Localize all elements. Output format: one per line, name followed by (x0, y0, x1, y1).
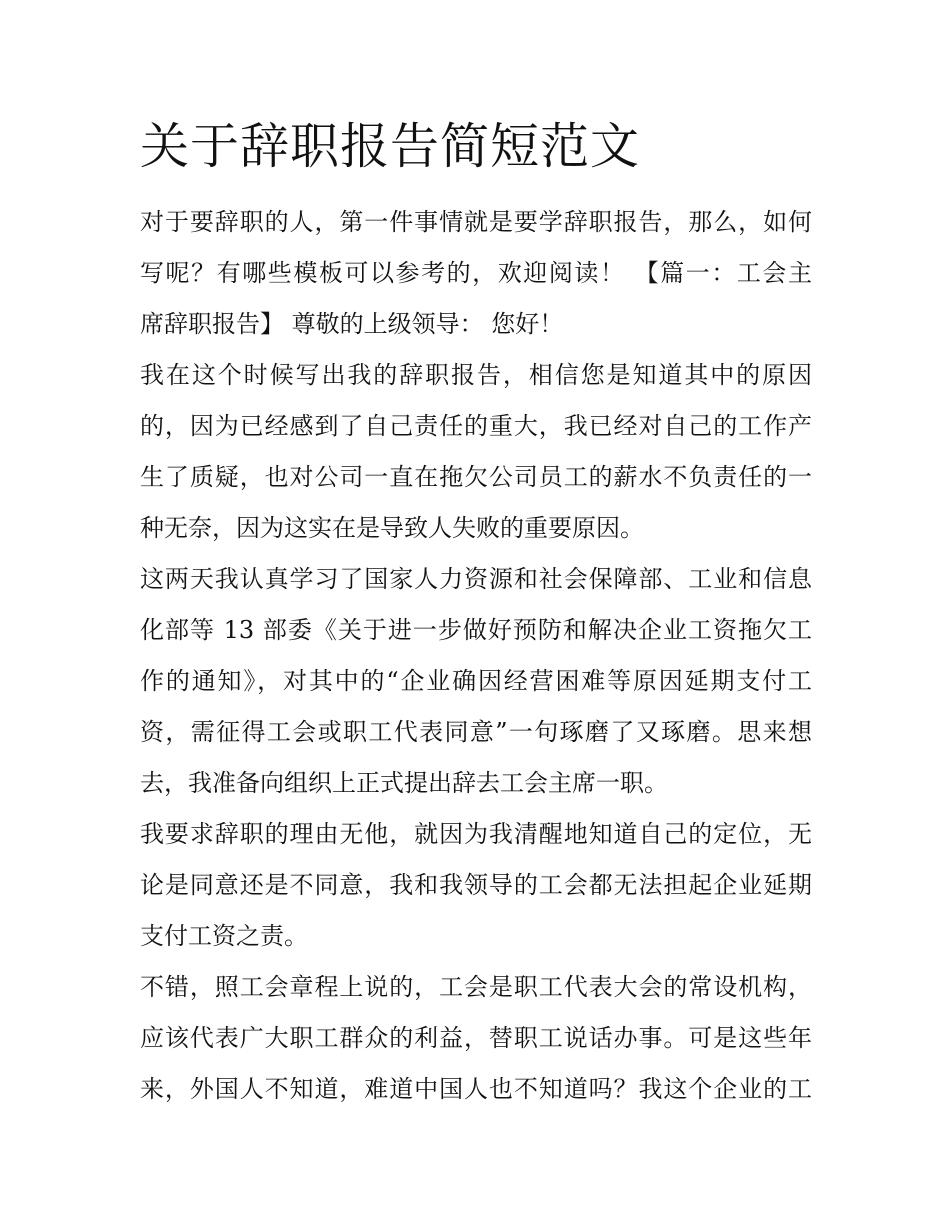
text-line: 应该代表广大职工群众的利益，替职工说话办事。可是这些年 (140, 1024, 812, 1052)
paragraph-motive (140, 809, 812, 962)
text-line: 的，因为已经感到了自己责任的重大，我已经对自己的工作产 (140, 412, 812, 440)
paragraph-study (140, 554, 812, 809)
text-line: 我要求辞职的理由无他，就因为我清醒地知道自己的定位，无 (140, 820, 812, 848)
text-line: 席辞职报告】 尊敬的上级领导： 您好！ (140, 310, 564, 338)
text-line: 不错，照工会章程上说的，工会是职工代表大会的常设机构， (140, 973, 812, 1001)
paragraph-intro (140, 197, 812, 350)
text-line: 支付工资之责。 (140, 922, 308, 950)
document-title: 关于辞职报告简短范文 (140, 118, 641, 175)
text-line: 去，我准备向组织上正式提出辞去工会主席一职。 (140, 769, 668, 797)
text-line: 作的通知》，对其中的“企业确因经营困难等原因延期支付工 (140, 667, 812, 695)
paragraph-reason (140, 350, 812, 554)
text-line: 这两天我认真学习了国家人力资源和社会保障部、工业和信息 (140, 565, 812, 593)
paragraph-union (140, 962, 812, 1115)
text-line: 种无奈，因为这实在是导致人失败的重要原因。 (140, 514, 644, 542)
document-body (140, 197, 812, 1115)
text-line: 我在这个时候写出我的辞职报告，相信您是知道其中的原因 (140, 361, 812, 389)
text-line: 对于要辞职的人，第一件事情就是要学辞职报告，那么，如何 (140, 208, 812, 236)
text-line: 写呢？有哪些模板可以参考的，欢迎阅读！ 【篇一：工会主 (140, 259, 812, 287)
text-line: 化部等 13 部委《关于进一步做好预防和解决企业工资拖欠工 (140, 616, 812, 644)
text-line: 资，需征得工会或职工代表同意”一句琢磨了又琢磨。思来想 (140, 718, 812, 746)
text-line: 来，外国人不知道，难道中国人也不知道吗？我这个企业的工 (140, 1075, 812, 1103)
text-line: 论是同意还是不同意，我和我领导的工会都无法担起企业延期 (140, 871, 812, 899)
text-line: 生了质疑，也对公司一直在拖欠公司员工的薪水不负责任的一 (140, 463, 812, 491)
